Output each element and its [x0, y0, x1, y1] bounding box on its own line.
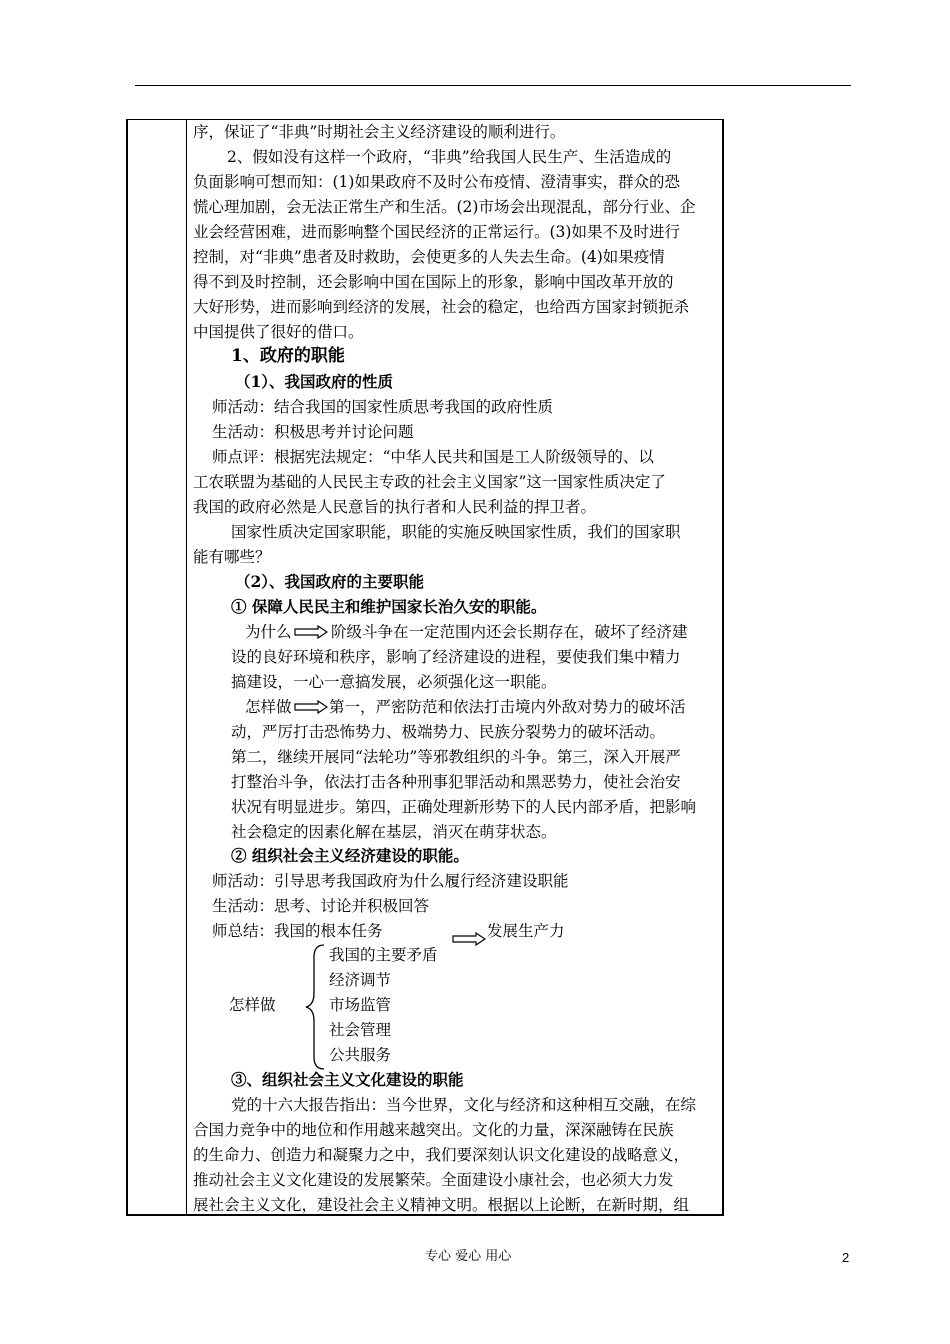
text-line: 2、假如没有这样一个政府，“非典”给我国人民生产、生活造成的	[227, 148, 672, 166]
subsection-heading: （2）、我国政府的主要职能	[235, 572, 425, 591]
text-line: 怎样做	[229, 996, 276, 1014]
subsection-heading: （1）、我国政府的性质	[235, 372, 394, 391]
text-line: 师点评：根据宪法规定：“中华人民共和国是工人阶级领导的、以	[212, 448, 654, 466]
text-line: 慌心理加剧，会无法正常生产和生活。(2)市场会出现混乱，部分行业、企	[193, 198, 696, 216]
list-item: 经济调节	[329, 971, 392, 989]
text-line: 设的良好环境和秩序，影响了经济建设的进程，要使我们集中精力	[231, 648, 681, 666]
text-line: 发展生产力	[487, 922, 565, 940]
text-line: 生活动：积极思考并讨论问题	[212, 423, 414, 441]
text-line: 推动社会主义文化建设的发展繁荣。全面建设小康社会，也必须大力发	[193, 1171, 674, 1189]
arrow-icon	[452, 932, 486, 946]
text-line: 动，严厉打击恐怖势力、极端势力、民族分裂势力的破坏活动。	[231, 723, 666, 741]
text-line: 师活动：结合我国的国家性质思考我国的政府性质	[212, 398, 554, 416]
text-line: 中国提供了很好的借口。	[193, 323, 364, 341]
text-line: 负面影响可想而知：(1)如果政府不及时公布疫情、澄清事实，群众的恐	[193, 173, 680, 191]
text-line: 得不到及时控制，还会影响中国在国际上的形象，影响中国改革开放的	[193, 273, 674, 291]
function-heading: ② 组织社会主义经济建设的职能。	[231, 846, 469, 865]
text-line: 业会经营困难，进而影响整个国民经济的正常运行。(3)如果不及时进行	[193, 223, 680, 241]
text-line: 控制，对“非典”患者及时救助，会使更多的人失去生命。(4)如果疫情	[193, 248, 665, 266]
function-heading: ③、组织社会主义文化建设的职能	[231, 1070, 464, 1089]
list-item: 我国的主要矛盾	[329, 946, 438, 964]
text-line: 国家性质决定国家职能，职能的实施反映国家性质，我们的国家职	[231, 523, 681, 541]
text-line: 大好形势，进而影响到经济的发展，社会的稳定，也给西方国家封锁扼杀	[193, 298, 690, 316]
text-line: 状况有明显进步。第四，正确处理新形势下的人民内部矛盾，把影响	[231, 798, 697, 816]
text-line: 怎样做	[245, 698, 292, 716]
text-line: 师活动：引导思考我国政府为什么履行经济建设职能	[212, 872, 569, 890]
text-line: 第二，继续开展同“法轮功”等邪教组织的斗争。第三，深入开展严	[231, 748, 681, 766]
text-line: 展社会主义文化，建设社会主义精神文明。根据以上论断，在新时期，组	[193, 1196, 690, 1214]
page-footer: 专心 爱心 用心	[425, 1249, 512, 1264]
text-line: 为什么	[245, 623, 292, 641]
page-number: 2	[842, 1250, 850, 1265]
brace-icon	[304, 943, 326, 1071]
section-heading: 1、政府的职能	[231, 346, 345, 366]
arrow-icon	[294, 700, 328, 714]
function-heading: ① 保障人民民主和维护国家长治久安的职能。	[231, 597, 547, 616]
text-line: 序，保证了“非典”时期社会主义经济建设的顺利进行。	[193, 123, 566, 141]
text-line: 生活动：思考、讨论并积极回答	[212, 897, 430, 915]
text-line: 阶级斗争在一定范围内还会长期存在，破坏了经济建	[331, 623, 688, 641]
text-line: 搞建设，一心一意搞发展，必须强化这一职能。	[231, 673, 557, 691]
text-line: 打整治斗争，依法打击各种刑事犯罪活动和黑恶势力，使社会治安	[231, 773, 681, 791]
text-line: 能有哪些？	[193, 548, 271, 566]
text-line: 我国的政府必然是人民意旨的执行者和人民利益的捍卫者。	[193, 498, 597, 516]
text-line: 党的十六大报告指出：当今世界，文化与经济和这种相互交融，在综	[231, 1096, 697, 1114]
text-line: 师总结：我国的根本任务	[212, 922, 383, 940]
arrow-icon	[294, 625, 328, 639]
text-line: 工农联盟为基础的人民民主专政的社会主义国家”这一国家性质决定了	[193, 473, 666, 491]
list-item: 公共服务	[329, 1046, 392, 1064]
list-item: 市场监管	[329, 996, 392, 1014]
text-line: 的生命力、创造力和凝聚力之中，我们要深刻认识文化建设的战略意义，	[193, 1146, 690, 1164]
text-line: 第一，严密防范和依法打击境内外敌对势力的破坏活	[329, 698, 686, 716]
list-item: 社会管理	[329, 1021, 392, 1039]
table-column-divider	[186, 119, 187, 1216]
header-rule	[135, 85, 851, 86]
text-line: 合国力竞争中的地位和作用越来越突出。文化的力量，深深融铸在民族	[193, 1121, 674, 1139]
text-line: 社会稳定的因素化解在基层，消灭在萌芽状态。	[231, 823, 557, 841]
